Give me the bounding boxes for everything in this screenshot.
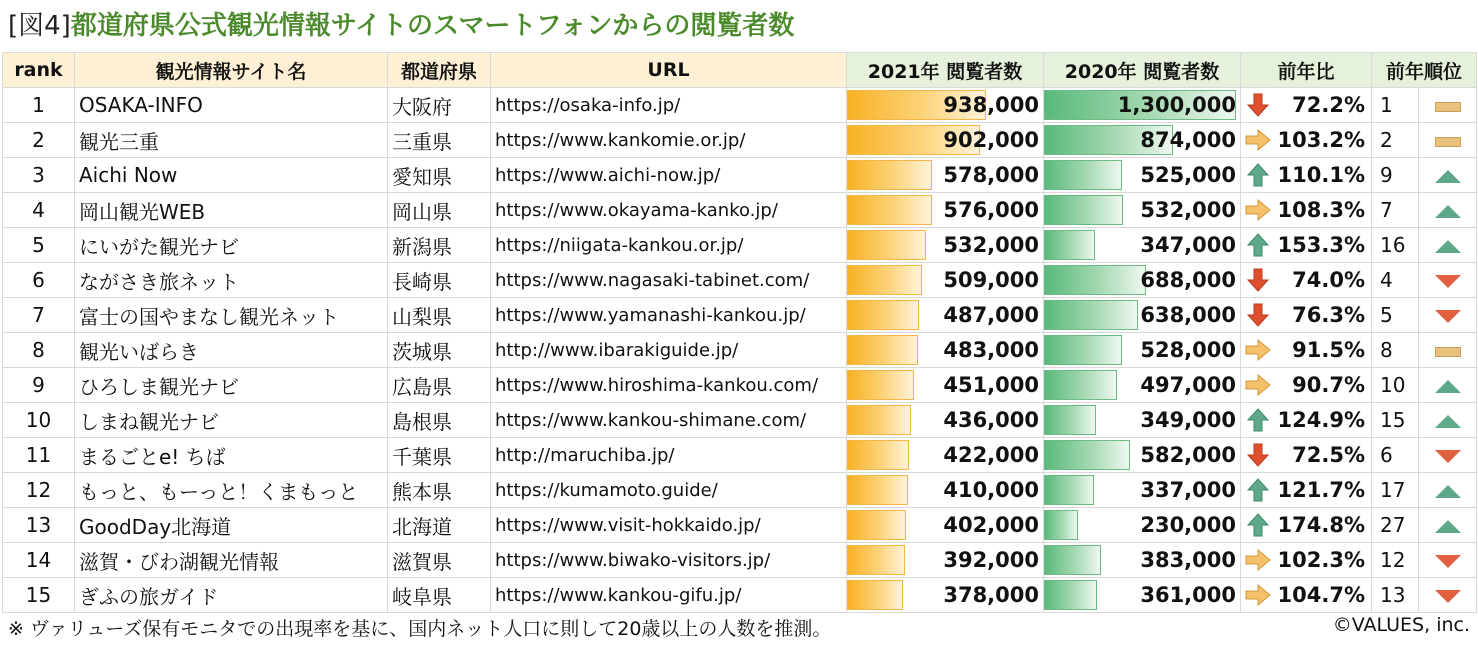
cell-rank: 10 (3, 403, 75, 438)
rank-up-icon (1435, 380, 1461, 393)
cell-rank: 1 (3, 88, 75, 123)
cell-prefecture: 熊本県 (388, 473, 491, 508)
cell-rank-change (1419, 333, 1477, 368)
value-2021: 378,000 (943, 583, 1039, 607)
cell-prefecture: 長崎県 (388, 263, 491, 298)
bar-2021 (847, 230, 926, 260)
yoy-value: 91.5% (1292, 338, 1365, 362)
cell-2020-viewers (1044, 158, 1241, 193)
cell-yoy (1241, 368, 1372, 403)
rank-down-icon (1435, 590, 1461, 603)
value-2021: 402,000 (943, 513, 1039, 537)
cell-prefecture: 岐阜県 (388, 578, 491, 613)
cell-rank: 2 (3, 123, 75, 158)
value-2021: 532,000 (943, 233, 1039, 257)
yoy-value: 110.1% (1277, 163, 1365, 187)
table-row (3, 403, 1477, 438)
table-row (3, 158, 1477, 193)
cell-prefecture: 愛知県 (388, 158, 491, 193)
cell-prev-rank: 27 (1372, 508, 1419, 543)
cell-rank-change (1419, 368, 1477, 403)
header-2021-viewers: 2021年 閲覧者数 (847, 53, 1044, 88)
table-row (3, 543, 1477, 578)
cell-site-name: 滋賀・びわ湖観光情報 (75, 543, 388, 578)
cell-prev-rank: 10 (1372, 368, 1419, 403)
cell-yoy (1241, 88, 1372, 123)
bar-2021 (847, 405, 911, 435)
cell-2021-viewers (847, 578, 1044, 613)
value-2021: 436,000 (943, 408, 1039, 432)
cell-url: https://www.yamanashi-kankou.jp/ (491, 298, 847, 333)
cell-rank-change (1419, 158, 1477, 193)
cell-prefecture: 千葉県 (388, 438, 491, 473)
cell-2020-viewers (1044, 88, 1241, 123)
value-2021: 938,000 (943, 93, 1039, 117)
cell-2020-viewers (1044, 193, 1241, 228)
cell-prefecture: 滋賀県 (388, 543, 491, 578)
cell-yoy (1241, 543, 1372, 578)
cell-2021-viewers (847, 473, 1044, 508)
cell-2020-viewers (1044, 403, 1241, 438)
value-2020: 230,000 (1140, 513, 1236, 537)
cell-2021-viewers (847, 508, 1044, 543)
cell-yoy (1241, 403, 1372, 438)
rank-up-icon (1435, 520, 1461, 533)
cell-yoy (1241, 438, 1372, 473)
table-row (3, 578, 1477, 613)
rank-down-icon (1435, 310, 1461, 323)
cell-url: https://www.kankomie.or.jp/ (491, 123, 847, 158)
yoy-value: 104.7% (1277, 583, 1365, 607)
yoy-value: 74.0% (1292, 268, 1365, 292)
cell-site-name: 富士の国やまなし観光ネット (75, 298, 388, 333)
value-2020: 383,000 (1140, 548, 1236, 572)
cell-2020-viewers (1044, 543, 1241, 578)
arrow-right-icon (1245, 583, 1271, 607)
cell-rank: 13 (3, 508, 75, 543)
cell-yoy (1241, 193, 1372, 228)
value-2020: 337,000 (1140, 478, 1236, 502)
cell-prev-rank: 15 (1372, 403, 1419, 438)
rank-same-icon (1435, 347, 1461, 357)
bar-2021 (847, 195, 932, 225)
bar-2021 (847, 440, 909, 470)
cell-rank: 5 (3, 228, 75, 263)
cell-prefecture: 新潟県 (388, 228, 491, 263)
bar-2021 (847, 160, 932, 190)
cell-prev-rank: 5 (1372, 298, 1419, 333)
bar-2020 (1044, 440, 1130, 470)
cell-prev-rank: 8 (1372, 333, 1419, 368)
rank-up-icon (1435, 485, 1461, 498)
cell-prefecture: 島根県 (388, 403, 491, 438)
cell-rank: 6 (3, 263, 75, 298)
cell-site-name: ひろしま観光ナビ (75, 368, 388, 403)
value-2021: 509,000 (943, 268, 1039, 292)
title-main: 都道府県公式観光情報サイトのスマートフォンからの閲覧者数 (70, 11, 795, 41)
cell-site-name: まるごとe! ちば (75, 438, 388, 473)
table-row (3, 368, 1477, 403)
bar-2021 (847, 300, 919, 330)
value-2020: 1,300,000 (1117, 93, 1236, 117)
cell-site-name: もっと、もーっと！くまもっと (75, 473, 388, 508)
arrow-right-icon (1245, 373, 1271, 397)
cell-site-name: GoodDay北海道 (75, 508, 388, 543)
bar-2020 (1044, 265, 1146, 295)
cell-url: https://www.hiroshima-kankou.com/ (491, 368, 847, 403)
cell-url: http://maruchiba.jp/ (491, 438, 847, 473)
yoy-value: 72.2% (1292, 93, 1365, 117)
cell-prev-rank: 17 (1372, 473, 1419, 508)
value-2021: 451,000 (943, 373, 1039, 397)
rank-down-icon (1435, 275, 1461, 288)
cell-url: https://www.kankou-shimane.com/ (491, 403, 847, 438)
cell-prev-rank: 6 (1372, 438, 1419, 473)
value-2020: 347,000 (1140, 233, 1236, 257)
value-2020: 874,000 (1140, 128, 1236, 152)
credit: ©VALUES, inc. (1332, 614, 1470, 636)
yoy-value: 102.3% (1277, 548, 1365, 572)
cell-prev-rank: 4 (1372, 263, 1419, 298)
cell-2020-viewers (1044, 298, 1241, 333)
cell-prefecture: 茨城県 (388, 333, 491, 368)
cell-prev-rank: 13 (1372, 578, 1419, 613)
table-row (3, 333, 1477, 368)
bar-2021 (847, 335, 918, 365)
cell-yoy (1241, 123, 1372, 158)
rank-down-icon (1435, 450, 1461, 463)
value-2021: 902,000 (943, 128, 1039, 152)
value-2020: 349,000 (1140, 408, 1236, 432)
value-2020: 688,000 (1140, 268, 1236, 292)
cell-2020-viewers (1044, 508, 1241, 543)
value-2021: 392,000 (943, 548, 1039, 572)
cell-url: https://kumamoto.guide/ (491, 473, 847, 508)
cell-yoy (1241, 263, 1372, 298)
table-row (3, 508, 1477, 543)
cell-2021-viewers (847, 333, 1044, 368)
value-2020: 361,000 (1140, 583, 1236, 607)
cell-2020-viewers (1044, 368, 1241, 403)
header-yoy: 前年比 (1241, 53, 1372, 88)
cell-prefecture: 大阪府 (388, 88, 491, 123)
bar-2020 (1044, 370, 1117, 400)
bar-2020 (1044, 510, 1078, 540)
yoy-value: 76.3% (1292, 303, 1365, 327)
bar-2021 (847, 510, 906, 540)
cell-yoy (1241, 158, 1372, 193)
cell-2020-viewers (1044, 473, 1241, 508)
cell-rank-change (1419, 508, 1477, 543)
cell-url: https://www.okayama-kanko.jp/ (491, 193, 847, 228)
table-row (3, 228, 1477, 263)
cell-rank: 12 (3, 473, 75, 508)
cell-rank: 15 (3, 578, 75, 613)
header-row (3, 53, 1477, 88)
cell-2020-viewers (1044, 333, 1241, 368)
table-row (3, 193, 1477, 228)
rank-same-icon (1435, 102, 1461, 112)
cell-rank-change (1419, 123, 1477, 158)
value-2020: 582,000 (1140, 443, 1236, 467)
arrow-up-icon (1245, 233, 1271, 257)
value-2020: 638,000 (1140, 303, 1236, 327)
cell-rank: 8 (3, 333, 75, 368)
table-body (3, 88, 1477, 613)
yoy-value: 174.8% (1277, 513, 1365, 537)
cell-2021-viewers (847, 88, 1044, 123)
cell-prefecture: 北海道 (388, 508, 491, 543)
cell-site-name: ぎふの旅ガイド (75, 578, 388, 613)
bar-2021 (847, 580, 903, 610)
cell-rank-change (1419, 88, 1477, 123)
cell-rank-change (1419, 298, 1477, 333)
value-2021: 422,000 (943, 443, 1039, 467)
cell-site-name: しまね観光ナビ (75, 403, 388, 438)
cell-site-name: ながさき旅ネット (75, 263, 388, 298)
cell-prev-rank: 16 (1372, 228, 1419, 263)
cell-rank: 4 (3, 193, 75, 228)
cell-rank: 7 (3, 298, 75, 333)
value-2021: 483,000 (943, 338, 1039, 362)
header-url: URL (491, 53, 847, 88)
cell-site-name: 観光三重 (75, 123, 388, 158)
arrow-down-icon (1245, 303, 1271, 327)
cell-rank: 11 (3, 438, 75, 473)
bar-2021 (847, 545, 905, 575)
arrow-right-icon (1245, 548, 1271, 572)
rank-up-icon (1435, 415, 1461, 428)
chart-title (8, 4, 794, 48)
cell-url: https://www.kankou-gifu.jp/ (491, 578, 847, 613)
yoy-value: 90.7% (1292, 373, 1365, 397)
rank-up-icon (1435, 240, 1461, 253)
rank-up-icon (1435, 205, 1461, 218)
cell-2021-viewers (847, 298, 1044, 333)
value-2021: 576,000 (943, 198, 1039, 222)
header-prev-rank: 前年順位 (1372, 53, 1477, 88)
yoy-value: 72.5% (1292, 443, 1365, 467)
cell-url: https://www.aichi-now.jp/ (491, 158, 847, 193)
bar-2020 (1044, 545, 1101, 575)
cell-2021-viewers (847, 543, 1044, 578)
cell-rank: 3 (3, 158, 75, 193)
yoy-value: 108.3% (1277, 198, 1365, 222)
bar-2020 (1044, 230, 1095, 260)
cell-rank-change (1419, 228, 1477, 263)
bar-2020 (1044, 580, 1097, 610)
yoy-value: 124.9% (1277, 408, 1365, 432)
arrow-down-icon (1245, 268, 1271, 292)
rank-up-icon (1435, 170, 1461, 183)
arrow-down-icon (1245, 93, 1271, 117)
header-prefecture: 都道府県 (388, 53, 491, 88)
cell-2021-viewers (847, 158, 1044, 193)
bar-2020 (1044, 335, 1122, 365)
cell-yoy (1241, 298, 1372, 333)
header-2020-viewers: 2020年 閲覧者数 (1044, 53, 1241, 88)
cell-url: https://www.visit-hokkaido.jp/ (491, 508, 847, 543)
cell-2021-viewers (847, 263, 1044, 298)
bar-2020 (1044, 160, 1122, 190)
arrow-up-icon (1245, 478, 1271, 502)
value-2020: 532,000 (1140, 198, 1236, 222)
arrow-right-icon (1245, 338, 1271, 362)
bar-2020 (1044, 405, 1096, 435)
cell-2021-viewers (847, 403, 1044, 438)
cell-prefecture: 三重県 (388, 123, 491, 158)
cell-prev-rank: 1 (1372, 88, 1419, 123)
yoy-value: 103.2% (1277, 128, 1365, 152)
cell-2020-viewers (1044, 578, 1241, 613)
value-2020: 525,000 (1140, 163, 1236, 187)
bar-2020 (1044, 195, 1123, 225)
cell-site-name: にいがた観光ナビ (75, 228, 388, 263)
cell-2020-viewers (1044, 263, 1241, 298)
bar-2021 (847, 370, 914, 400)
cell-prefecture: 広島県 (388, 368, 491, 403)
value-2021: 487,000 (943, 303, 1039, 327)
arrow-up-icon (1245, 163, 1271, 187)
cell-prev-rank: 7 (1372, 193, 1419, 228)
cell-yoy (1241, 228, 1372, 263)
arrow-right-icon (1245, 128, 1271, 152)
value-2021: 578,000 (943, 163, 1039, 187)
bar-2020 (1044, 475, 1094, 505)
cell-2021-viewers (847, 438, 1044, 473)
cell-prev-rank: 2 (1372, 123, 1419, 158)
yoy-value: 121.7% (1277, 478, 1365, 502)
cell-prev-rank: 12 (1372, 543, 1419, 578)
cell-yoy (1241, 473, 1372, 508)
footnote: ※ ヴァリューズ保有モニタでの出現率を基に、国内ネット人口に則して20歳以上の人数を推測。 (8, 618, 832, 640)
value-2021: 410,000 (943, 478, 1039, 502)
cell-rank-change (1419, 193, 1477, 228)
cell-rank-change (1419, 403, 1477, 438)
cell-2020-viewers (1044, 228, 1241, 263)
cell-rank-change (1419, 473, 1477, 508)
rank-down-icon (1435, 555, 1461, 568)
bar-2020 (1044, 300, 1138, 330)
table-row (3, 263, 1477, 298)
cell-url: https://www.biwako-visitors.jp/ (491, 543, 847, 578)
cell-url: https://niigata-kankou.or.jp/ (491, 228, 847, 263)
cell-prev-rank: 9 (1372, 158, 1419, 193)
arrow-right-icon (1245, 198, 1271, 222)
arrow-up-icon (1245, 513, 1271, 537)
cell-yoy (1241, 508, 1372, 543)
cell-2020-viewers (1044, 123, 1241, 158)
cell-rank-change (1419, 263, 1477, 298)
cell-2021-viewers (847, 368, 1044, 403)
cell-rank-change (1419, 578, 1477, 613)
cell-2020-viewers (1044, 438, 1241, 473)
title-prefix: [図4] (8, 11, 71, 41)
cell-url: http://www.ibarakiguide.jp/ (491, 333, 847, 368)
cell-2021-viewers (847, 228, 1044, 263)
ranking-table (2, 52, 1477, 613)
table-row (3, 298, 1477, 333)
yoy-value: 153.3% (1277, 233, 1365, 257)
table-row (3, 438, 1477, 473)
header-rank: rank (3, 53, 75, 88)
table-row (3, 88, 1477, 123)
cell-yoy (1241, 578, 1372, 613)
cell-site-name: 観光いばらき (75, 333, 388, 368)
cell-site-name: Aichi Now (75, 158, 388, 193)
rank-same-icon (1435, 137, 1461, 147)
cell-prefecture: 山梨県 (388, 298, 491, 333)
cell-rank-change (1419, 543, 1477, 578)
value-2020: 497,000 (1140, 373, 1236, 397)
cell-2021-viewers (847, 193, 1044, 228)
bar-2021 (847, 265, 922, 295)
cell-url: https://osaka-info.jp/ (491, 88, 847, 123)
bar-2021 (847, 475, 908, 505)
arrow-up-icon (1245, 408, 1271, 432)
value-2020: 528,000 (1140, 338, 1236, 362)
table-row (3, 123, 1477, 158)
cell-rank-change (1419, 438, 1477, 473)
cell-site-name: OSAKA-INFO (75, 88, 388, 123)
cell-yoy (1241, 333, 1372, 368)
arrow-down-icon (1245, 443, 1271, 467)
cell-2021-viewers (847, 123, 1044, 158)
cell-url: https://www.nagasaki-tabinet.com/ (491, 263, 847, 298)
cell-rank: 14 (3, 543, 75, 578)
cell-prefecture: 岡山県 (388, 193, 491, 228)
cell-site-name: 岡山観光WEB (75, 193, 388, 228)
header-site-name: 観光情報サイト名 (75, 53, 388, 88)
cell-rank: 9 (3, 368, 75, 403)
table-row (3, 473, 1477, 508)
